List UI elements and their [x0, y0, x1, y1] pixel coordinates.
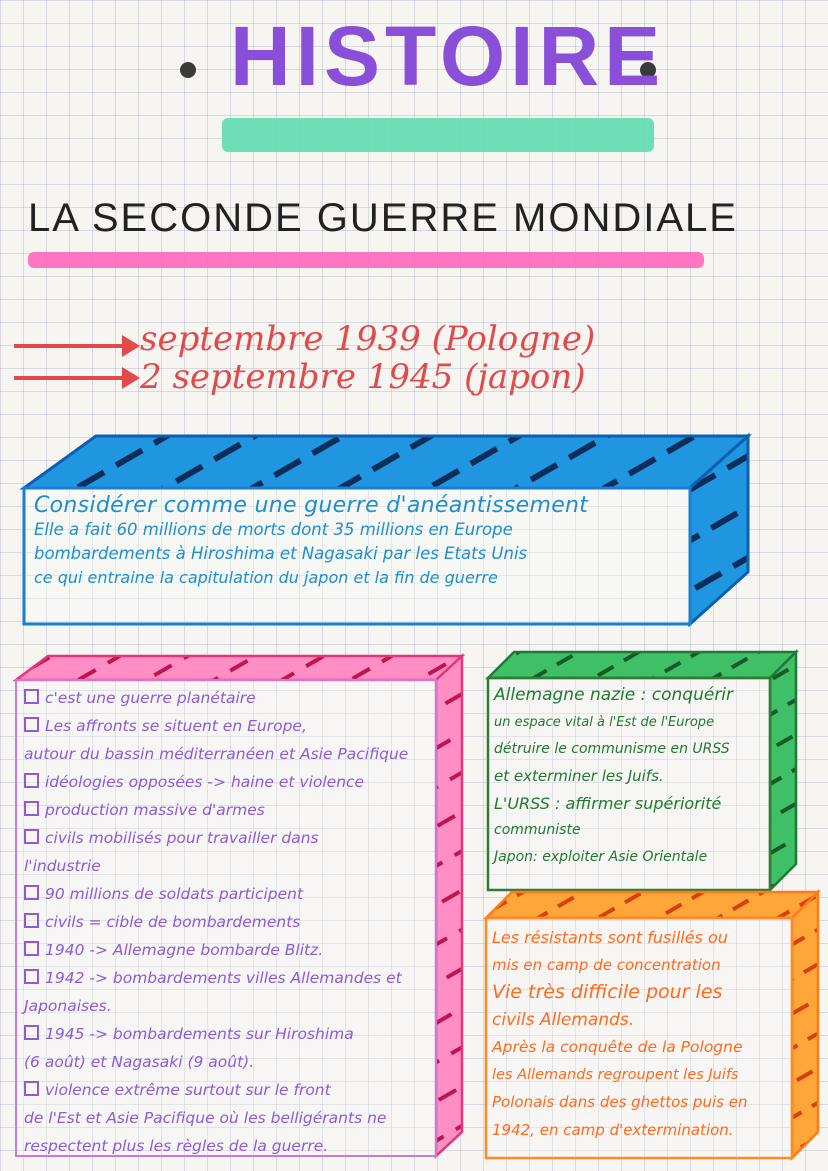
pink-box-item-text: de l'Est et Asie Pacifique où les belligérants ne — [24, 1109, 387, 1127]
pink-box-item-text: 1940 -> Allemagne bombarde Blitz. — [45, 941, 324, 959]
pink-box-item-text: autour du bassin méditerranéen et Asie Pacifique — [24, 745, 409, 763]
pink-box-item-text: l'industrie — [24, 857, 101, 875]
blue-box-line: Elle a fait 60 millions de morts dont 35 millions en Europe — [34, 520, 513, 539]
green-box-line: L'URSS : affirmer supériorité — [494, 794, 722, 813]
green-box-line: et exterminer les Juifs. — [494, 767, 664, 785]
end-date: 2 septembre 1945 (japon) — [140, 357, 586, 397]
green-box-line: Allemagne nazie : conquérir — [494, 685, 734, 705]
pink-box-item-text: civils mobilisés pour travailler dans — [45, 829, 319, 847]
pink-box-item-text: production massive d'armes — [45, 801, 265, 819]
orange-box-line: 1942, en camp d'extermination. — [492, 1120, 734, 1139]
green-box-line: Japon: exploiter Asie Orientale — [494, 849, 708, 865]
pink-box-item-text: Japonaises. — [24, 997, 112, 1015]
pink-box-item-text: 90 millions de soldats participent — [45, 885, 304, 903]
orange-box-line: Après la conquête de la Pologne — [492, 1038, 743, 1056]
pink-box-item-text: civils = cible de bombardements — [45, 913, 301, 931]
start-date: septembre 1939 (Pologne) — [140, 319, 596, 359]
green-box-line: un espace vital à l'Est de l'Europe — [494, 715, 715, 730]
orange-box-line: mis en camp de concentration — [492, 955, 721, 974]
green-box-line: communiste — [494, 822, 581, 838]
page-title: HISTOIRE — [230, 9, 666, 103]
pink-box-item-text: 1945 -> bombardements sur Hiroshima — [45, 1025, 354, 1043]
pink-box-item-text: idéologies opposées -> haine et violence — [45, 773, 365, 791]
pink-box-item-text: Les affronts se situent en Europe, — [45, 717, 307, 735]
orange-box-line: Polonais dans des ghettos puis en — [492, 1093, 748, 1111]
pink-box-item-text: (6 août) et Nagasaki (9 août). — [24, 1053, 255, 1071]
orange-box-line: civils Allemands. — [492, 1009, 635, 1030]
orange-box-line: Vie très difficile pour les — [492, 981, 723, 1003]
blue-box-line: ce qui entraine la capitulation du japon et la fin de guerre — [34, 568, 498, 587]
blue-box-line: bombardements à Hiroshima et Nagasaki par les Etats Unis — [34, 544, 528, 563]
orange-box-text — [492, 924, 788, 1144]
pink-box-item-text: 1942 -> bombardements villes Allemandes et — [45, 969, 402, 987]
orange-box-line: les Allemands regroupent les Juifs — [492, 1066, 739, 1083]
green-box-line: détruire le communisme en URSS — [494, 741, 730, 757]
pink-box-item-text: respectent plus les règles de la guerre. — [24, 1137, 329, 1155]
pink-box-item-text: c'est une guerre planétaire — [45, 689, 256, 707]
orange-box-line: Les résistants sont fusillés ou — [492, 928, 728, 947]
pink-box-item-text: violence extrême surtout sur le front — [45, 1081, 331, 1099]
blue-box-line: Considérer comme une guerre d'anéantissement — [34, 493, 589, 518]
page-subtitle: LA SECONDE GUERRE MONDIALE — [28, 196, 738, 240]
